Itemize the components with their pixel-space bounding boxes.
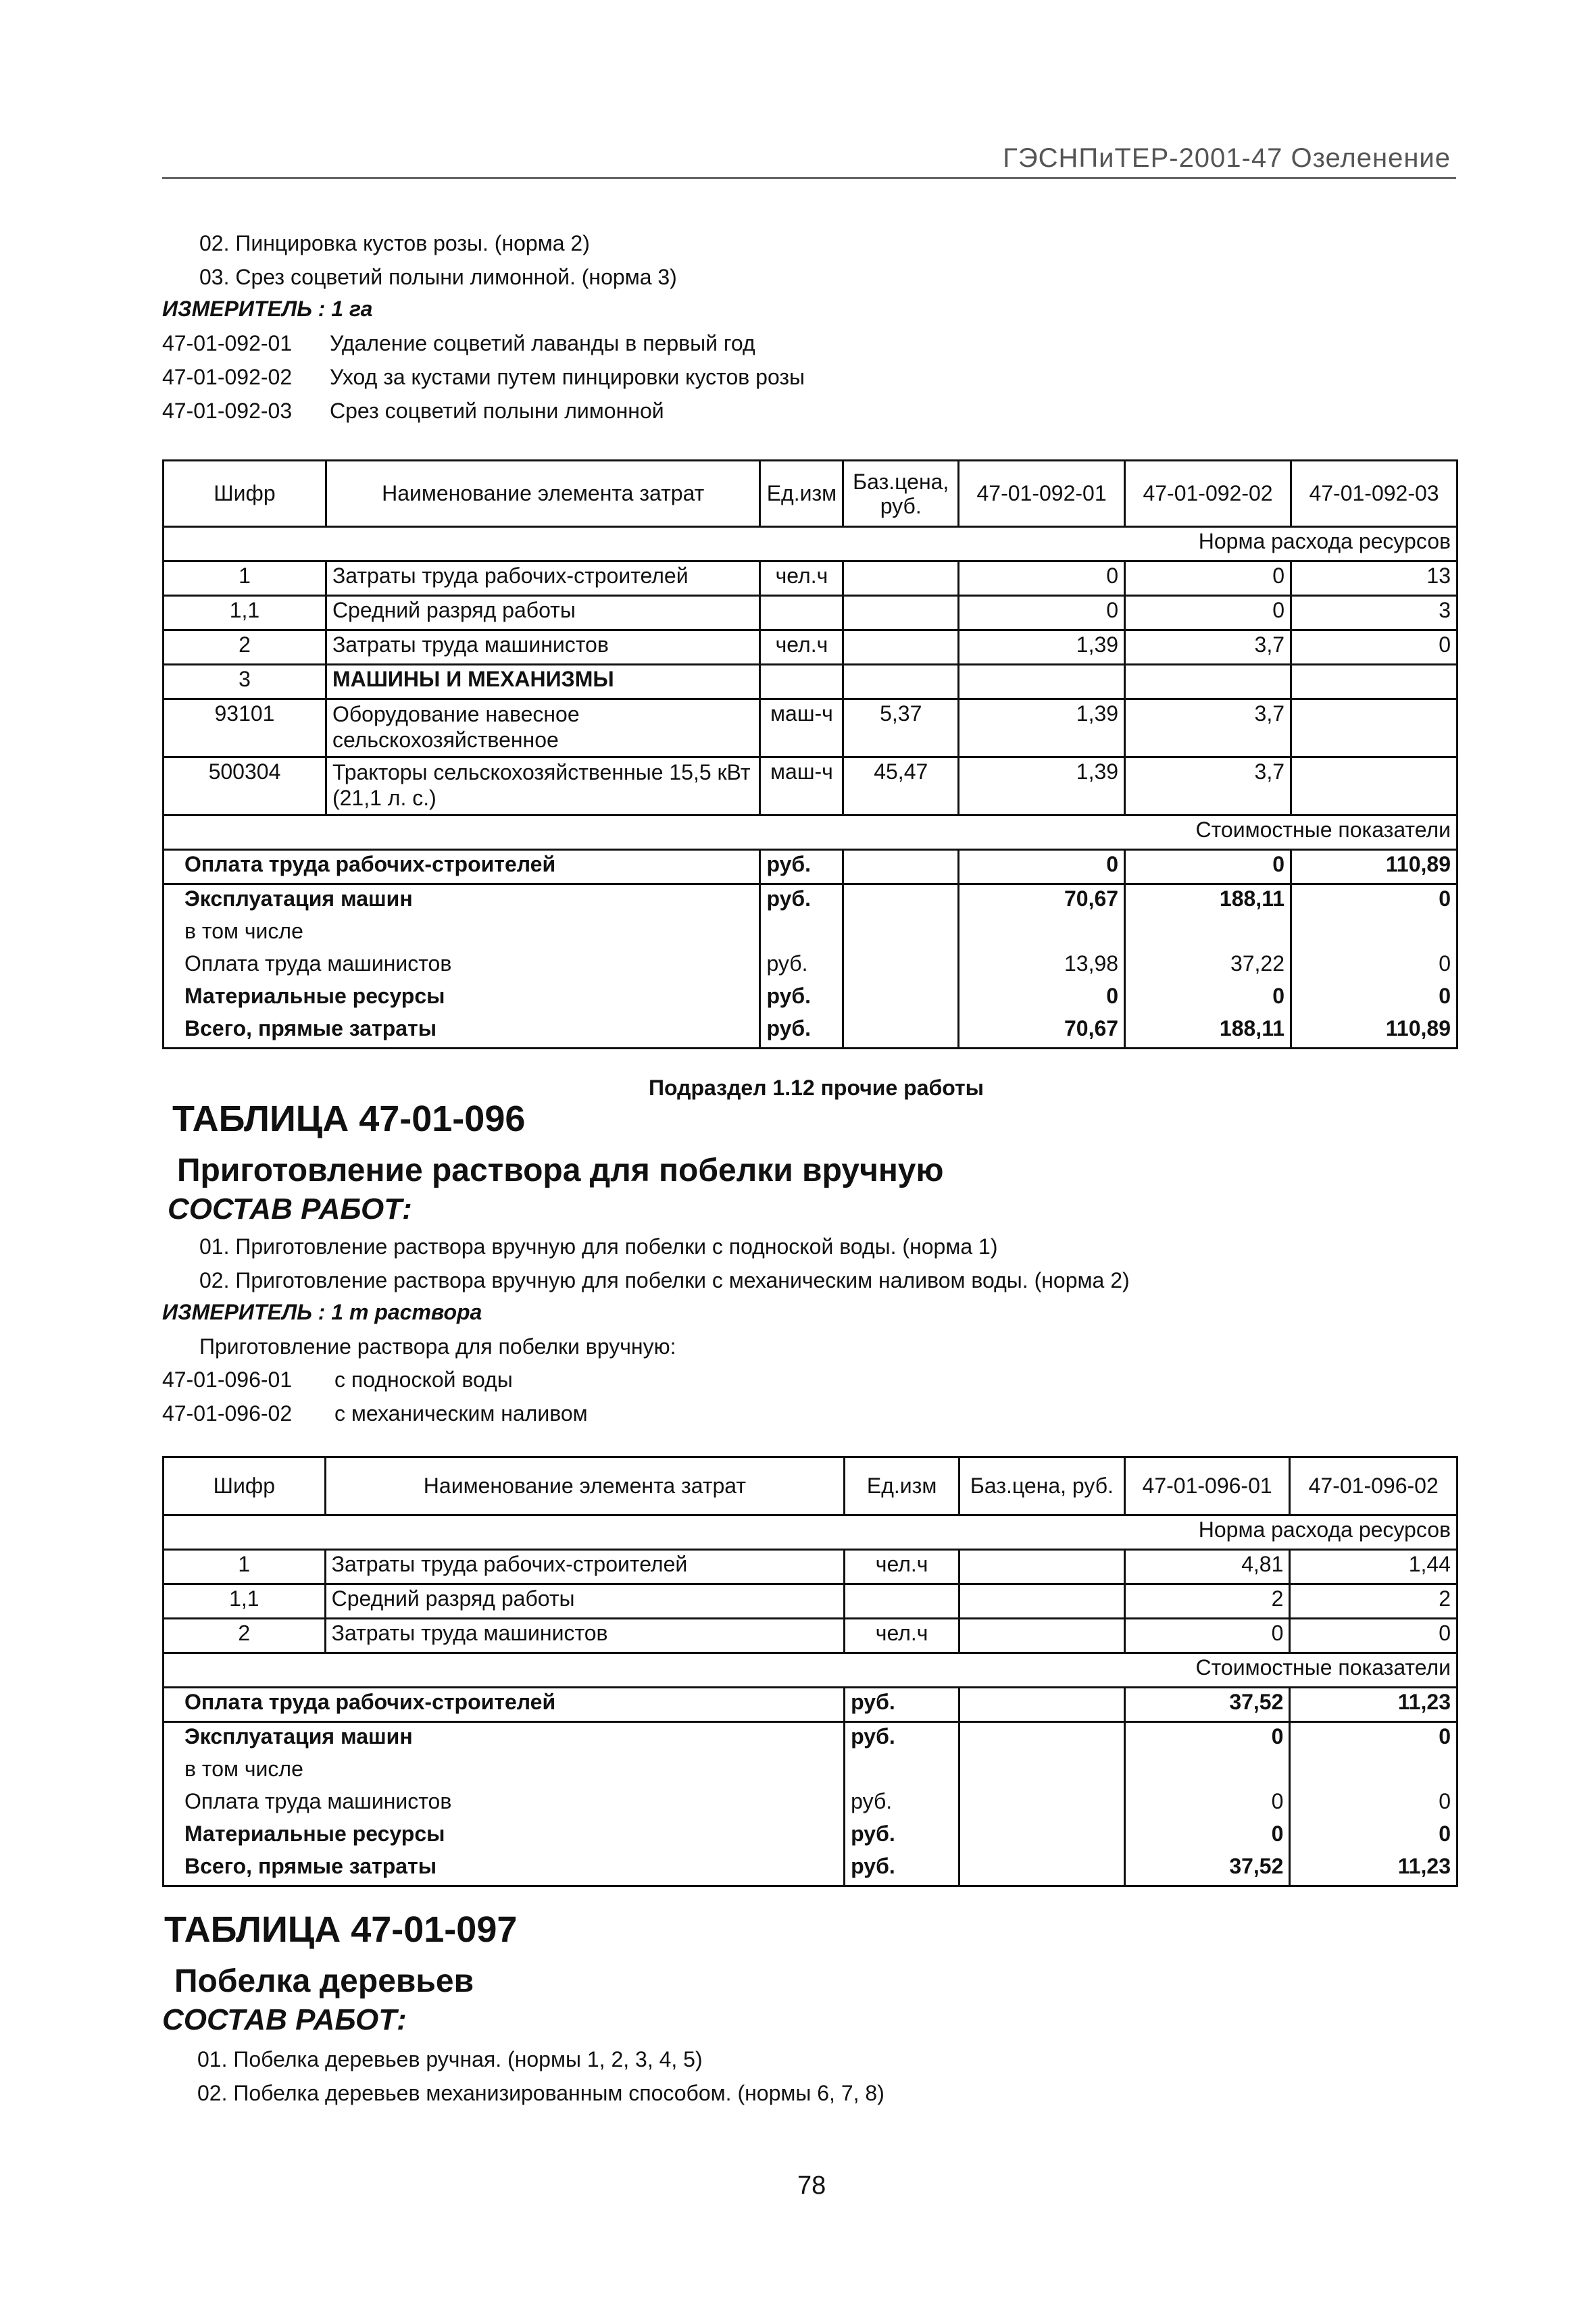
work-line: 02. Приготовление раствора вручную для побелки с механическим наливом воды. (норма 2): [199, 1268, 1130, 1292]
cell: Средний разряд работы: [326, 596, 760, 630]
band-norm: Норма расхода ресурсов: [164, 1515, 1457, 1550]
cell: 0: [959, 596, 1125, 630]
cell: Затраты труда машинистов: [325, 1619, 845, 1653]
cell: МАШИНЫ И МЕХАНИЗМЫ: [326, 665, 760, 699]
cell: 13: [1291, 561, 1457, 596]
cell: 3: [164, 665, 326, 699]
cell: 1: [164, 1550, 326, 1584]
measure-label: ИЗМЕРИТЕЛЬ : 1 га: [162, 297, 373, 321]
cell: Эксплуатация машин: [164, 884, 760, 918]
cell: 0: [1124, 1619, 1290, 1653]
cell: [1291, 699, 1457, 757]
cell: Эксплуатация машин: [164, 1722, 845, 1756]
col-header: Шифр: [164, 461, 326, 527]
cell: [843, 561, 959, 596]
cell: 0: [1125, 561, 1291, 596]
cell: чел.ч: [845, 1550, 959, 1584]
cell: 0: [1124, 1722, 1290, 1756]
resource-table-096: [162, 1456, 1458, 1887]
cell: [843, 665, 959, 699]
running-header: ГЭСНПиТЕР-2001-47 Озеленение: [1003, 143, 1451, 173]
sostav-label: СОСТАВ РАБОТ:: [168, 1192, 412, 1226]
cost-row: [164, 850, 1457, 884]
cell: 188,11: [1125, 884, 1291, 918]
cost-row: [164, 884, 1457, 918]
cell: 45,47: [843, 757, 959, 815]
col-header: 47-01-092-01: [959, 461, 1125, 527]
cost-row: [164, 1722, 1457, 1756]
work-line: 01. Побелка деревьев ручная. (нормы 1, 2, 3, 4, 5): [197, 2047, 703, 2071]
header-rule: [162, 177, 1456, 179]
cell: чел.ч: [760, 561, 843, 596]
col-header: 47-01-092-02: [1125, 461, 1291, 527]
cell: [1125, 665, 1291, 699]
col-header: Баз.цена, руб.: [959, 1457, 1125, 1515]
cell: 0: [1290, 1788, 1457, 1820]
cell: 3,7: [1125, 630, 1291, 665]
cell: 3,7: [1125, 699, 1291, 757]
cell: 11,23: [1290, 1853, 1457, 1886]
cell: Материальные ресурсы: [164, 982, 760, 1015]
cell: 2: [164, 630, 326, 665]
cell: Материальные ресурсы: [164, 1820, 845, 1853]
cell: Затраты труда рабочих-строителей: [326, 561, 760, 596]
cell: 0: [959, 561, 1125, 596]
cost-row: [164, 950, 1457, 982]
cell: 0: [959, 850, 1125, 884]
cell: [959, 665, 1125, 699]
cell: в том числе: [164, 1755, 845, 1788]
cell: [843, 630, 959, 665]
cell: чел.ч: [760, 630, 843, 665]
table-title: ТАБЛИЦА 47-01-097: [164, 1909, 518, 1950]
cell: 1,44: [1290, 1550, 1457, 1584]
cell: 2: [1290, 1584, 1457, 1619]
measure-label: ИЗМЕРИТЕЛЬ : 1 т раствора: [162, 1300, 482, 1324]
table-row: [164, 596, 1457, 630]
cost-row: [164, 917, 1457, 950]
band-norm: Норма расхода ресурсов: [164, 527, 1457, 561]
code: 47-01-092-03: [162, 399, 293, 423]
cell: 0: [1125, 850, 1291, 884]
cell: [959, 1550, 1125, 1584]
code: 47-01-096-02: [162, 1401, 293, 1426]
cell: Затраты труда машинистов: [326, 630, 760, 665]
cell: 2: [164, 1619, 326, 1653]
cell: 0: [1290, 1820, 1457, 1853]
cell: 13,98: [959, 950, 1125, 982]
resource-table-092: [162, 459, 1458, 1049]
cell: чел.ч: [845, 1619, 959, 1653]
cell: руб.: [845, 1788, 959, 1820]
col-header: Наименование элемента затрат: [325, 1457, 845, 1515]
cell: 70,67: [959, 1015, 1125, 1049]
col-header: Баз.цена, руб.: [843, 461, 959, 527]
cell: Оплата труда рабочих-строителей: [164, 1688, 845, 1722]
cell: 0: [1290, 1722, 1457, 1756]
code-text: Удаление соцветий лаванды в первый год: [330, 331, 755, 355]
cell: 0: [1291, 982, 1457, 1015]
cell: 188,11: [1125, 1015, 1291, 1049]
cell: Тракторы сельскохозяйственные 15,5 кВт (21,1 л. с.): [326, 757, 760, 815]
cell: [959, 1619, 1125, 1653]
cell: маш-ч: [760, 699, 843, 757]
cell: 70,67: [959, 884, 1125, 918]
cost-row: [164, 1755, 1457, 1788]
col-header: Ед.изм: [760, 461, 843, 527]
cell: Оплата труда рабочих-строителей: [164, 850, 760, 884]
table-row: [164, 1584, 1457, 1619]
intro-line: Приготовление раствора для побелки вручную:: [199, 1334, 676, 1359]
cell: 1,1: [164, 596, 326, 630]
cell: [843, 596, 959, 630]
cell: 0: [1124, 1820, 1290, 1853]
cell: руб.: [760, 950, 843, 982]
code-text: с подноской воды: [334, 1367, 513, 1392]
table-row: [164, 1550, 1457, 1584]
cell: 110,89: [1291, 850, 1457, 884]
table-row: [164, 561, 1457, 596]
cell: руб.: [760, 884, 843, 918]
cell: 2: [1124, 1584, 1290, 1619]
cell: 11,23: [1290, 1688, 1457, 1722]
cell: 0: [1124, 1788, 1290, 1820]
cell: 0: [959, 982, 1125, 1015]
sostav-label: СОСТАВ РАБОТ:: [162, 2003, 407, 2036]
cell: руб.: [760, 1015, 843, 1049]
cell: 0: [1291, 630, 1457, 665]
cell: Всего, прямые затраты: [164, 1015, 760, 1049]
page-number: 78: [797, 2171, 826, 2200]
cell: 1,39: [959, 699, 1125, 757]
cost-row: [164, 982, 1457, 1015]
cost-row: [164, 1820, 1457, 1853]
table-row: [164, 1619, 1457, 1653]
work-line: 02. Побелка деревьев механизированным способом. (нормы 6, 7, 8): [197, 2081, 884, 2105]
cell: [760, 665, 843, 699]
cell: руб.: [845, 1722, 959, 1756]
code: 47-01-096-01: [162, 1367, 293, 1392]
col-header: Ед.изм: [845, 1457, 959, 1515]
cell: 1,1: [164, 1584, 326, 1619]
col-header: 47-01-096-01: [1124, 1457, 1290, 1515]
cell: 0: [1125, 982, 1291, 1015]
cell: [845, 1584, 959, 1619]
table-row: [164, 665, 1457, 699]
cell: руб.: [845, 1820, 959, 1853]
cell: [959, 1584, 1125, 1619]
table-row: [164, 630, 1457, 665]
table-row: [164, 699, 1457, 757]
cell: Оплата труда машинистов: [164, 1788, 845, 1820]
table-title: ТАБЛИЦА 47-01-096: [172, 1099, 526, 1139]
cell: 0: [1291, 950, 1457, 982]
cell: 3,7: [1125, 757, 1291, 815]
col-header: 47-01-096-02: [1290, 1457, 1457, 1515]
cell: 93101: [164, 699, 326, 757]
code-text: Срез соцветий полыни лимонной: [330, 399, 664, 423]
cell: руб.: [845, 1853, 959, 1886]
cost-row: [164, 1688, 1457, 1722]
cell: 37,22: [1125, 950, 1291, 982]
cell: Средний разряд работы: [325, 1584, 845, 1619]
cell: 0: [1291, 884, 1457, 918]
cell: руб.: [760, 850, 843, 884]
cell: маш-ч: [760, 757, 843, 815]
table-row: [164, 757, 1457, 815]
cell: 1: [164, 561, 326, 596]
cell: Оплата труда машинистов: [164, 950, 760, 982]
cell: 0: [1125, 596, 1291, 630]
cell: 37,52: [1124, 1688, 1290, 1722]
work-line: 01. Приготовление раствора вручную для побелки с подноской воды. (норма 1): [199, 1234, 998, 1259]
subsection-title: Подраздел 1.12 прочие работы: [649, 1076, 984, 1100]
cell: 3: [1291, 596, 1457, 630]
cell: 37,52: [1124, 1853, 1290, 1886]
cell: 5,37: [843, 699, 959, 757]
code-text: Уход за кустами путем пинцировки кустов розы: [330, 365, 805, 389]
cell: руб.: [760, 982, 843, 1015]
col-header: Наименование элемента затрат: [326, 461, 760, 527]
cell: 0: [1290, 1619, 1457, 1653]
cell: 4,81: [1124, 1550, 1290, 1584]
cell: 110,89: [1291, 1015, 1457, 1049]
table-name: Приготовление раствора для побелки вручную: [177, 1153, 944, 1188]
cell: Оборудование навесное сельскохозяйственное: [326, 699, 760, 757]
code: 47-01-092-01: [162, 331, 293, 355]
code-text: с механическим наливом: [334, 1401, 588, 1426]
cell: в том числе: [164, 917, 760, 950]
cell: [760, 596, 843, 630]
col-header: Шифр: [164, 1457, 326, 1515]
cost-row: [164, 1015, 1457, 1049]
cell: Всего, прямые затраты: [164, 1853, 845, 1886]
col-header: 47-01-092-03: [1291, 461, 1457, 527]
cost-row: [164, 1853, 1457, 1886]
cell: руб.: [845, 1688, 959, 1722]
cell: [1291, 665, 1457, 699]
cell: 1,39: [959, 630, 1125, 665]
band-cost: Стоимостные показатели: [164, 815, 1457, 850]
work-line-03: 03. Срез соцветий полыни лимонной. (норма 3): [199, 265, 677, 289]
table-name: Побелка деревьев: [174, 1963, 474, 1999]
cell: 1,39: [959, 757, 1125, 815]
code: 47-01-092-02: [162, 365, 293, 389]
cell: [1291, 757, 1457, 815]
cell: 500304: [164, 757, 326, 815]
cost-row: [164, 1788, 1457, 1820]
work-line-02: 02. Пинцировка кустов розы. (норма 2): [199, 231, 590, 255]
band-cost: Стоимостные показатели: [164, 1653, 1457, 1688]
cell: Затраты труда рабочих-строителей: [325, 1550, 845, 1584]
